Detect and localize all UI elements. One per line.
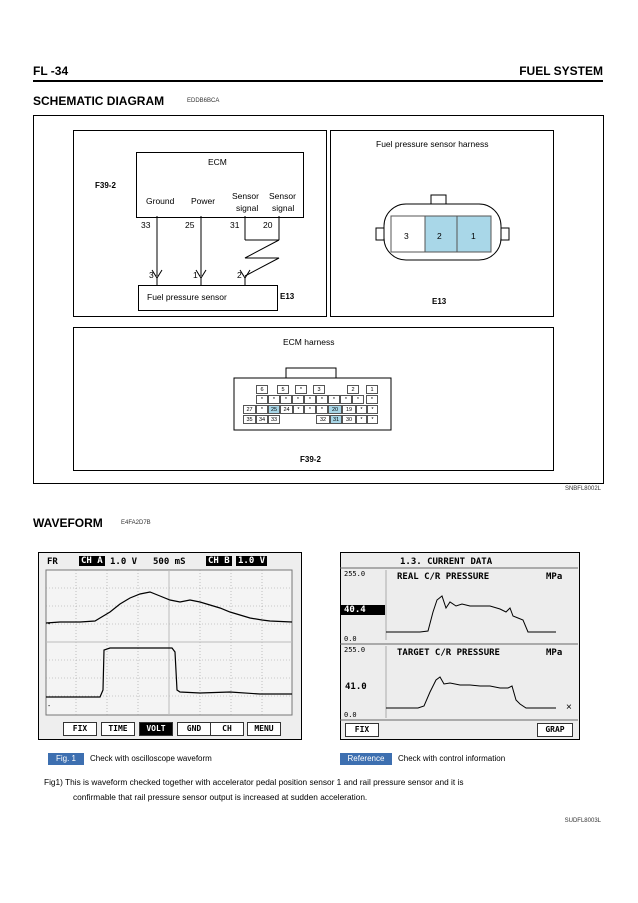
fuel-pressure-sensor-label: Fuel pressure sensor bbox=[147, 292, 227, 302]
note-line-2: confirmable that rail pressure sensor output is increased at sudden acceleration. bbox=[73, 792, 368, 802]
ecm-pin-20: 20 bbox=[263, 220, 273, 230]
osc-gnd-button[interactable]: GND bbox=[177, 722, 211, 736]
ecm-cell: * bbox=[366, 395, 378, 404]
ecm-cell: * bbox=[316, 395, 328, 404]
ecm-cell: * bbox=[328, 395, 340, 404]
ecm-cell: 30 bbox=[342, 415, 356, 424]
reference-tag: Reference bbox=[340, 753, 392, 765]
ecm-connector-label: F39-2 bbox=[95, 181, 116, 190]
ground-label: Ground bbox=[146, 196, 175, 206]
ecm-cell-31-highlight: 31 bbox=[330, 415, 342, 424]
harness-pin-1: 1 bbox=[471, 231, 476, 241]
waveform-code: E4FA2D7B bbox=[121, 520, 151, 526]
ecm-cell-20-highlight: 20 bbox=[328, 405, 342, 414]
osc-ch-button[interactable]: CH bbox=[210, 722, 244, 736]
real-pressure-max: 255.0 bbox=[344, 570, 366, 578]
target-pressure-unit: MPa bbox=[546, 648, 563, 658]
sensor-pin-2: 2 bbox=[237, 270, 242, 280]
ecm-title: ECM bbox=[208, 157, 227, 167]
ecm-cell: 19 bbox=[342, 405, 356, 414]
osc-time-button[interactable]: TIME bbox=[101, 722, 135, 736]
target-pressure-label: TARGET C/R PRESSURE bbox=[397, 648, 500, 658]
real-pressure-label: REAL C/R PRESSURE bbox=[397, 572, 490, 582]
osc-time-value: 500 mS bbox=[153, 557, 186, 567]
ecm-cell: * bbox=[356, 405, 367, 414]
ecm-cell: 32 bbox=[316, 415, 330, 424]
ecm-cell-25-highlight: 25 bbox=[268, 405, 280, 414]
ecm-cell: 34 bbox=[256, 415, 268, 424]
ecm-cell: * bbox=[268, 395, 280, 404]
data-grap-button[interactable]: GRAP bbox=[537, 723, 573, 737]
ecm-cell: * bbox=[356, 415, 367, 424]
target-pressure-min: 0.0 bbox=[344, 711, 357, 719]
sensor-harness-title: Fuel pressure sensor harness bbox=[376, 139, 489, 149]
osc-chb-value: 1.0 V bbox=[238, 556, 266, 566]
schematic-code: EDDB6BCA bbox=[187, 98, 220, 104]
schematic-footer-code: SNBFL8002L bbox=[564, 486, 601, 492]
sensor-pin-3: 3 bbox=[149, 270, 154, 280]
ecm-cell: 27 bbox=[243, 405, 256, 414]
ecm-harness-connector: F39-2 bbox=[300, 455, 321, 464]
sensor-signal-2-label-a: Sensor bbox=[269, 191, 296, 201]
osc-cha-label: CH A bbox=[81, 556, 103, 566]
ecm-pin-25: 25 bbox=[185, 220, 195, 230]
section-title: FUEL SYSTEM bbox=[519, 64, 603, 78]
current-data-title: 1.3. CURRENT DATA bbox=[400, 557, 493, 567]
ecm-cell: * bbox=[340, 395, 352, 404]
osc-volt-button[interactable]: VOLT bbox=[139, 722, 173, 736]
fig1-caption: Check with oscilloscope waveform bbox=[90, 754, 212, 763]
ecm-cell: * bbox=[256, 405, 268, 414]
target-pressure-max: 255.0 bbox=[344, 646, 366, 654]
page-number: FL -34 bbox=[33, 64, 69, 78]
power-label: Power bbox=[191, 196, 216, 206]
ecm-cell: * bbox=[280, 395, 292, 404]
ecm-cell: * bbox=[292, 395, 304, 404]
ecm-cell: * bbox=[316, 405, 328, 414]
osc-fr-label: FR bbox=[47, 557, 58, 567]
svg-text:-: - bbox=[47, 620, 52, 628]
fig1-tag: Fig. 1 bbox=[48, 753, 84, 765]
ecm-cell: * bbox=[295, 385, 307, 394]
real-pressure-unit: MPa bbox=[546, 572, 563, 582]
note-line-1: Fig1) This is waveform checked together with accelerator pedal position sensor 1 and rail pressure sensor and it is bbox=[44, 777, 464, 787]
osc-menu-button[interactable]: MENU bbox=[247, 722, 281, 736]
harness-pin-2: 2 bbox=[437, 231, 442, 241]
ecm-cell: 1 bbox=[366, 385, 378, 394]
osc-chb-label: CH B bbox=[208, 556, 230, 566]
ecm-cell: 35 bbox=[243, 415, 256, 424]
osc-fix-button[interactable]: FIX bbox=[63, 722, 97, 736]
osc-cha-value: 1.0 V bbox=[110, 557, 138, 567]
schematic-title: SCHEMATIC DIAGRAM bbox=[33, 94, 165, 108]
ecm-cell: 6 bbox=[256, 385, 268, 394]
data-fix-button[interactable]: FIX bbox=[345, 723, 379, 737]
ecm-cell: * bbox=[367, 415, 378, 424]
ecm-cell: 24 bbox=[280, 405, 293, 414]
sensor-signal-1-label-a: Sensor bbox=[232, 191, 259, 201]
waveform-footer-code: SUDFL8003L bbox=[564, 818, 601, 824]
real-pressure-min: 0.0 bbox=[344, 635, 357, 643]
ecm-cell: * bbox=[304, 405, 316, 414]
ecm-cell: 5 bbox=[277, 385, 289, 394]
sensor-pin-1: 1 bbox=[193, 270, 198, 280]
ecm-cell: 2 bbox=[347, 385, 359, 394]
ecm-pin-31: 31 bbox=[230, 220, 240, 230]
harness-pin-3: 3 bbox=[404, 231, 409, 241]
reference-caption: Check with control information bbox=[398, 754, 506, 763]
sensor-signal-1-label-b: signal bbox=[236, 203, 259, 213]
sensor-harness-connector: E13 bbox=[432, 297, 447, 306]
waveform-title: WAVEFORM bbox=[33, 516, 103, 530]
real-pressure-value: 40.4 bbox=[341, 605, 385, 615]
ecm-cell: * bbox=[304, 395, 316, 404]
ecm-pin-33: 33 bbox=[141, 220, 151, 230]
ecm-cell: * bbox=[256, 395, 268, 404]
svg-text:-: - bbox=[47, 702, 52, 710]
ecm-cell: * bbox=[352, 395, 364, 404]
ecm-cell: 3 bbox=[313, 385, 325, 394]
ecm-harness-title: ECM harness bbox=[283, 337, 335, 347]
ecm-cell: * bbox=[367, 405, 378, 414]
ecm-cell: * bbox=[293, 405, 304, 414]
sensor-connector-label: E13 bbox=[280, 292, 295, 301]
close-icon[interactable]: × bbox=[566, 702, 572, 713]
target-pressure-value: 41.0 bbox=[345, 682, 367, 692]
ecm-cell-33: 33 bbox=[268, 415, 280, 424]
sensor-signal-2-label-b: signal bbox=[272, 203, 295, 213]
